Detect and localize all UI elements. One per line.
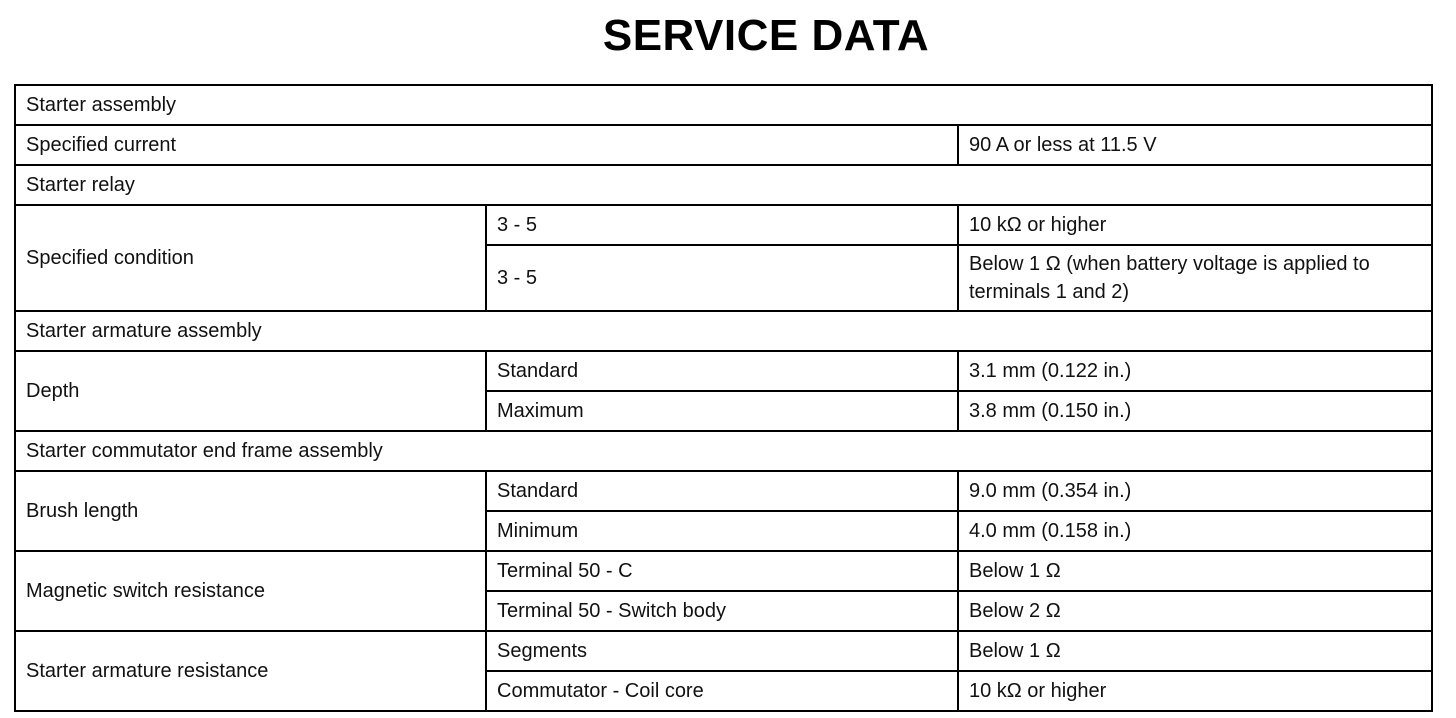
table-row <box>15 431 1432 471</box>
table-row <box>15 551 1432 591</box>
row-value: 3.8 mm (0.150 in.) <box>958 391 1432 431</box>
row-condition: Minimum <box>486 511 958 551</box>
row-label: Starter armature resistance <box>15 631 486 711</box>
row-condition: Maximum <box>486 391 958 431</box>
row-value: 9.0 mm (0.354 in.) <box>958 471 1432 511</box>
row-label: Magnetic switch resistance <box>15 551 486 631</box>
row-value: 90 A or less at 11.5 V <box>958 125 1432 165</box>
section-header: Starter commutator end frame assembly <box>15 431 1432 471</box>
table-row <box>15 471 1432 511</box>
page-title: SERVICE DATA <box>602 11 930 60</box>
row-condition: 3 - 5 <box>486 245 958 311</box>
section-header: Starter assembly <box>15 85 1432 125</box>
row-value: Below 1 Ω <box>958 631 1432 671</box>
row-condition: 3 - 5 <box>486 205 958 245</box>
table-row <box>15 205 1432 245</box>
row-condition: Standard <box>486 471 958 511</box>
table-row <box>15 631 1432 671</box>
section-header: Starter relay <box>15 165 1432 205</box>
row-value: 4.0 mm (0.158 in.) <box>958 511 1432 551</box>
service-data-table <box>14 84 1433 712</box>
row-value: Below 1 Ω <box>958 551 1432 591</box>
row-condition: Terminal 50 - C <box>486 551 958 591</box>
row-condition: Terminal 50 - Switch body <box>486 591 958 631</box>
table-row <box>15 311 1432 351</box>
table-row <box>15 85 1432 125</box>
table-row <box>15 351 1432 391</box>
row-condition: Segments <box>486 631 958 671</box>
table-row <box>15 125 1432 165</box>
row-label: Brush length <box>15 471 486 551</box>
row-label: Depth <box>15 351 486 431</box>
row-label: Specified current <box>15 125 958 165</box>
row-value: 3.1 mm (0.122 in.) <box>958 351 1432 391</box>
row-label: Specified condition <box>15 205 486 311</box>
table-row <box>15 165 1432 205</box>
row-value: Below 1 Ω (when battery voltage is applied to terminals 1 and 2) <box>958 245 1432 311</box>
section-header: Starter armature assembly <box>15 311 1432 351</box>
row-value: 10 kΩ or higher <box>958 671 1432 711</box>
row-value: 10 kΩ or higher <box>958 205 1432 245</box>
row-condition: Commutator - Coil core <box>486 671 958 711</box>
row-condition: Standard <box>486 351 958 391</box>
row-value: Below 2 Ω <box>958 591 1432 631</box>
